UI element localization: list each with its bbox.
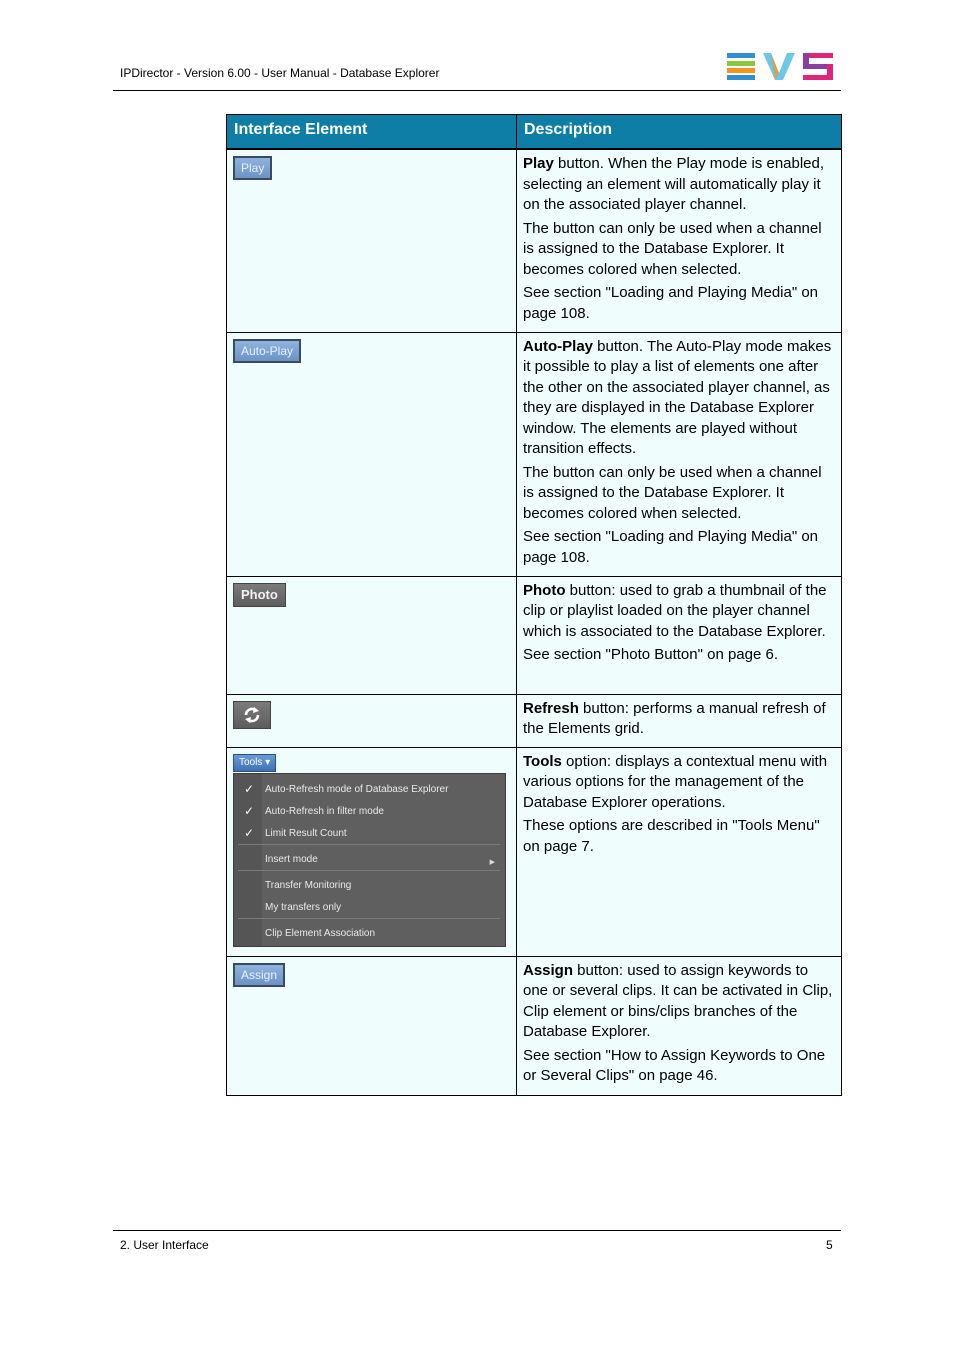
check-icon: ✓ xyxy=(244,781,255,796)
menu-item-transfer-monitoring[interactable]: Transfer Monitoring xyxy=(265,879,352,891)
description-title: Refresh xyxy=(523,699,579,717)
footer-section: 2. User Interface xyxy=(120,1238,209,1252)
element-cell xyxy=(227,576,517,694)
table-row xyxy=(227,332,842,576)
element-cell xyxy=(227,956,517,1095)
column-header-description: Description xyxy=(517,115,842,150)
menu-item-auto-refresh[interactable]: Auto-Refresh mode of Database Explorer xyxy=(265,783,449,795)
refresh-button[interactable] xyxy=(233,701,271,729)
description-text: See section "How to Assign Keywords to One or Several Clips" on page 46. xyxy=(523,1046,826,1084)
page-number: 5 xyxy=(826,1238,833,1252)
check-icon: ✓ xyxy=(244,825,255,840)
footer-rule xyxy=(113,1230,841,1231)
description-text: button. When the Play mode is enabled, selecting an element will automatically play it on the associated player channel. xyxy=(523,155,825,213)
table-row xyxy=(227,956,842,1095)
element-cell xyxy=(227,332,517,576)
menu-item-insert-mode[interactable]: Insert mode xyxy=(265,853,318,865)
description-text: button: performs a manual refresh of the Elements grid. xyxy=(523,699,826,737)
tools-button[interactable]: Tools ▾ xyxy=(233,754,276,772)
description-title: Photo xyxy=(523,581,566,599)
description-cell xyxy=(517,694,842,747)
column-header-element: Interface Element xyxy=(227,115,517,150)
description-text: button. The Auto-Play mode makes it possible to play a list of elements one after the other on the associated player channel, as they are displayed in the Database Explorer window. The elements are played without transition effects. xyxy=(523,337,832,457)
header-rule xyxy=(113,90,841,91)
interface-table xyxy=(226,114,842,1096)
submenu-arrow-icon: ▶ xyxy=(489,858,495,866)
element-cell xyxy=(227,149,517,332)
assign-button[interactable]: Assign xyxy=(233,963,285,987)
description-text: The button can only be used when a channel is assigned to the Database Explorer. It becomes colored when selected. xyxy=(523,463,822,522)
description-text: button: used to grab a thumbnail of the clip or playlist loaded on the player channel which is associated to the Database Explorer. xyxy=(523,581,827,640)
description-title: Tools xyxy=(523,752,562,770)
description-text: button: used to assign keywords to one or several clips. It can be activated in Clip, Clip element or bins/clips branches of the Database Explorer. xyxy=(523,961,833,1040)
description-cell xyxy=(517,576,842,694)
description-cell xyxy=(517,956,842,1095)
description-text: See section "Photo Button" on page 6. xyxy=(523,646,778,663)
auto-play-button[interactable]: Auto-Play xyxy=(233,339,301,363)
menu-item-clip-element-association[interactable]: Clip Element Association xyxy=(265,927,376,939)
play-button[interactable]: Play xyxy=(233,156,272,180)
description-title: Play xyxy=(523,155,554,172)
photo-button[interactable]: Photo xyxy=(233,583,286,607)
element-cell xyxy=(227,747,517,956)
description-text: These options are described in "Tools Menu" on page 7. xyxy=(523,817,820,855)
table-row xyxy=(227,149,842,332)
menu-separator xyxy=(238,870,500,871)
tools-context-menu xyxy=(233,773,506,947)
description-title: Auto-Play xyxy=(523,337,594,355)
menu-separator xyxy=(238,918,500,919)
description-cell xyxy=(517,747,842,956)
description-cell xyxy=(517,149,842,332)
description-text: option: displays a contextual menu with various options for the management of the Database Explorer operations. xyxy=(523,752,828,811)
menu-separator xyxy=(238,844,500,845)
evs-logo xyxy=(727,53,833,81)
table-row xyxy=(227,576,842,694)
check-icon: ✓ xyxy=(244,803,255,818)
description-cell xyxy=(517,332,842,576)
menu-item-my-transfers[interactable]: My transfers only xyxy=(265,901,342,913)
table-row xyxy=(227,694,842,747)
tools-screenshot xyxy=(233,754,505,946)
element-cell xyxy=(227,694,517,747)
menu-item-limit-result[interactable]: Limit Result Count xyxy=(265,827,347,839)
description-text: See section "Loading and Playing Media" on page 108. xyxy=(523,284,819,322)
table-header-row xyxy=(227,115,842,150)
description-title: Assign xyxy=(523,961,574,979)
refresh-icon xyxy=(234,702,270,728)
header-title: IPDirector - Version 6.00 - User Manual - Database Explorer xyxy=(120,66,440,80)
table-row xyxy=(227,747,842,956)
description-text: See section "Loading and Playing Media" on page 108. xyxy=(523,528,819,566)
description-text: The button can only be used when a channel is assigned to the Database Explorer. It becomes colored when selected. xyxy=(523,219,822,278)
menu-item-auto-refresh-filter[interactable]: Auto-Refresh in filter mode xyxy=(265,805,384,817)
